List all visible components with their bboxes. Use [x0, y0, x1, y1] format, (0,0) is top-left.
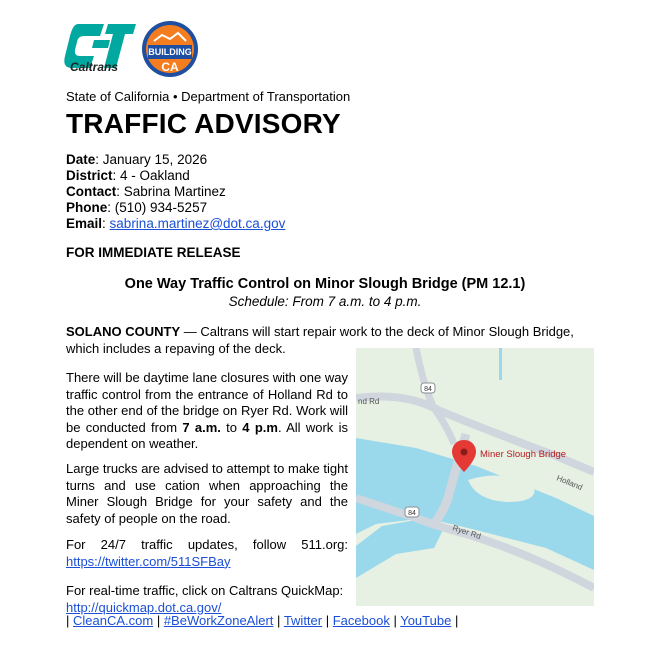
footer-link-cleanca[interactable]: CleanCA.com — [73, 613, 154, 628]
badge-top-text: BUILDING — [148, 47, 192, 57]
quickmap-text: For real-time traffic, click on Caltrans QuickMap: — [66, 583, 344, 598]
twitter-511-link[interactable]: https://twitter.com/511SFBay — [66, 553, 231, 569]
contact-line — [66, 184, 226, 200]
paragraph-trucks: Large trucks are advised to attempt to make tight turns and use cation when approaching the Miner Slough Bridge for your safety and the safety of people on the road. — [66, 461, 348, 526]
paragraph-updates — [66, 537, 348, 570]
county-lead: SOLANO COUNTY — [66, 324, 181, 339]
district-label: District — [66, 168, 113, 183]
marker-label: Miner Slough Bridge — [480, 449, 567, 460]
badge-bottom-text: CA — [161, 60, 179, 74]
date-line — [66, 152, 207, 168]
district-value: : 4 - Oakland — [112, 168, 190, 183]
footer-link-facebook[interactable]: Facebook — [332, 613, 390, 628]
intro-text: — Caltrans will start repair work to the deck of Minor Slough Bridge, which includes a repaving of the deck. — [66, 324, 574, 356]
paragraph-closures — [66, 370, 348, 453]
phone-line — [66, 200, 207, 216]
release-label: FOR IMMEDIATE RELEASE — [66, 245, 241, 260]
email-sep: : — [102, 216, 110, 231]
district-line — [66, 168, 190, 184]
footer-links: | CleanCA.com | #BeWorkZoneAlert | Twitter | Facebook | YouTube | — [66, 613, 459, 628]
map-label-ryer: Ryer Rd — [451, 523, 483, 541]
closures-text-a: There will be daytime lane closures with one way traffic control from the entrance of Holland Rd to the other end of the bridge on Ryer Rd. Work will be conducted from — [66, 370, 348, 435]
agency-line: State of California • Department of Transportation — [66, 89, 351, 104]
footer-link-youtube[interactable]: YouTube — [400, 613, 452, 628]
footer-link-workzone[interactable]: #BeWorkZoneAlert — [163, 613, 274, 628]
headline: One Way Traffic Control on Minor Slough Bridge (PM 12.1) — [124, 276, 526, 292]
route-shield-84-top-text: 84 — [424, 386, 432, 393]
caltrans-logo — [64, 18, 140, 78]
phone-value: : (510) 934-5257 — [107, 200, 208, 215]
start-time: 7 a.m. — [182, 419, 221, 435]
quickmap-link[interactable]: http://quickmap.dot.ca.gov/ — [66, 599, 222, 615]
phone-label: Phone — [66, 200, 108, 215]
paragraph-quickmap — [66, 583, 348, 616]
route-shield-84-bottom-text: 84 — [408, 510, 416, 517]
closures-text-b: to — [220, 419, 243, 435]
caltrans-wordmark: Caltrans — [70, 60, 119, 74]
updates-text: For 24/7 traffic updates, follow 511.org: — [66, 537, 348, 552]
map-label-holland: Holland — [555, 473, 584, 493]
water-channel — [356, 520, 446, 578]
date-label: Date — [66, 152, 96, 167]
location-map[interactable] — [356, 348, 594, 606]
end-time: 4 p.m — [242, 419, 278, 435]
contact-value: : Sabrina Martinez — [116, 184, 226, 199]
contact-label: Contact — [66, 184, 117, 199]
date-value: : January 15, 2026 — [95, 152, 208, 167]
footer-link-twitter[interactable]: Twitter — [283, 613, 323, 628]
email-label: Email — [66, 216, 103, 231]
email-link[interactable]: sabrina.martinez@dot.ca.gov — [109, 216, 286, 231]
email-line — [66, 216, 285, 232]
water-stream — [499, 348, 502, 380]
building-ca-badge — [140, 19, 200, 79]
road-84-north — [416, 348, 454, 444]
closures-text-c: . All work is dependent on weather. — [66, 419, 348, 451]
schedule: Schedule: From 7 a.m. to 4 p.m. — [228, 294, 422, 309]
page-title: TRAFFIC ADVISORY — [66, 108, 341, 139]
map-label-road-1: nd Rd — [358, 397, 380, 406]
